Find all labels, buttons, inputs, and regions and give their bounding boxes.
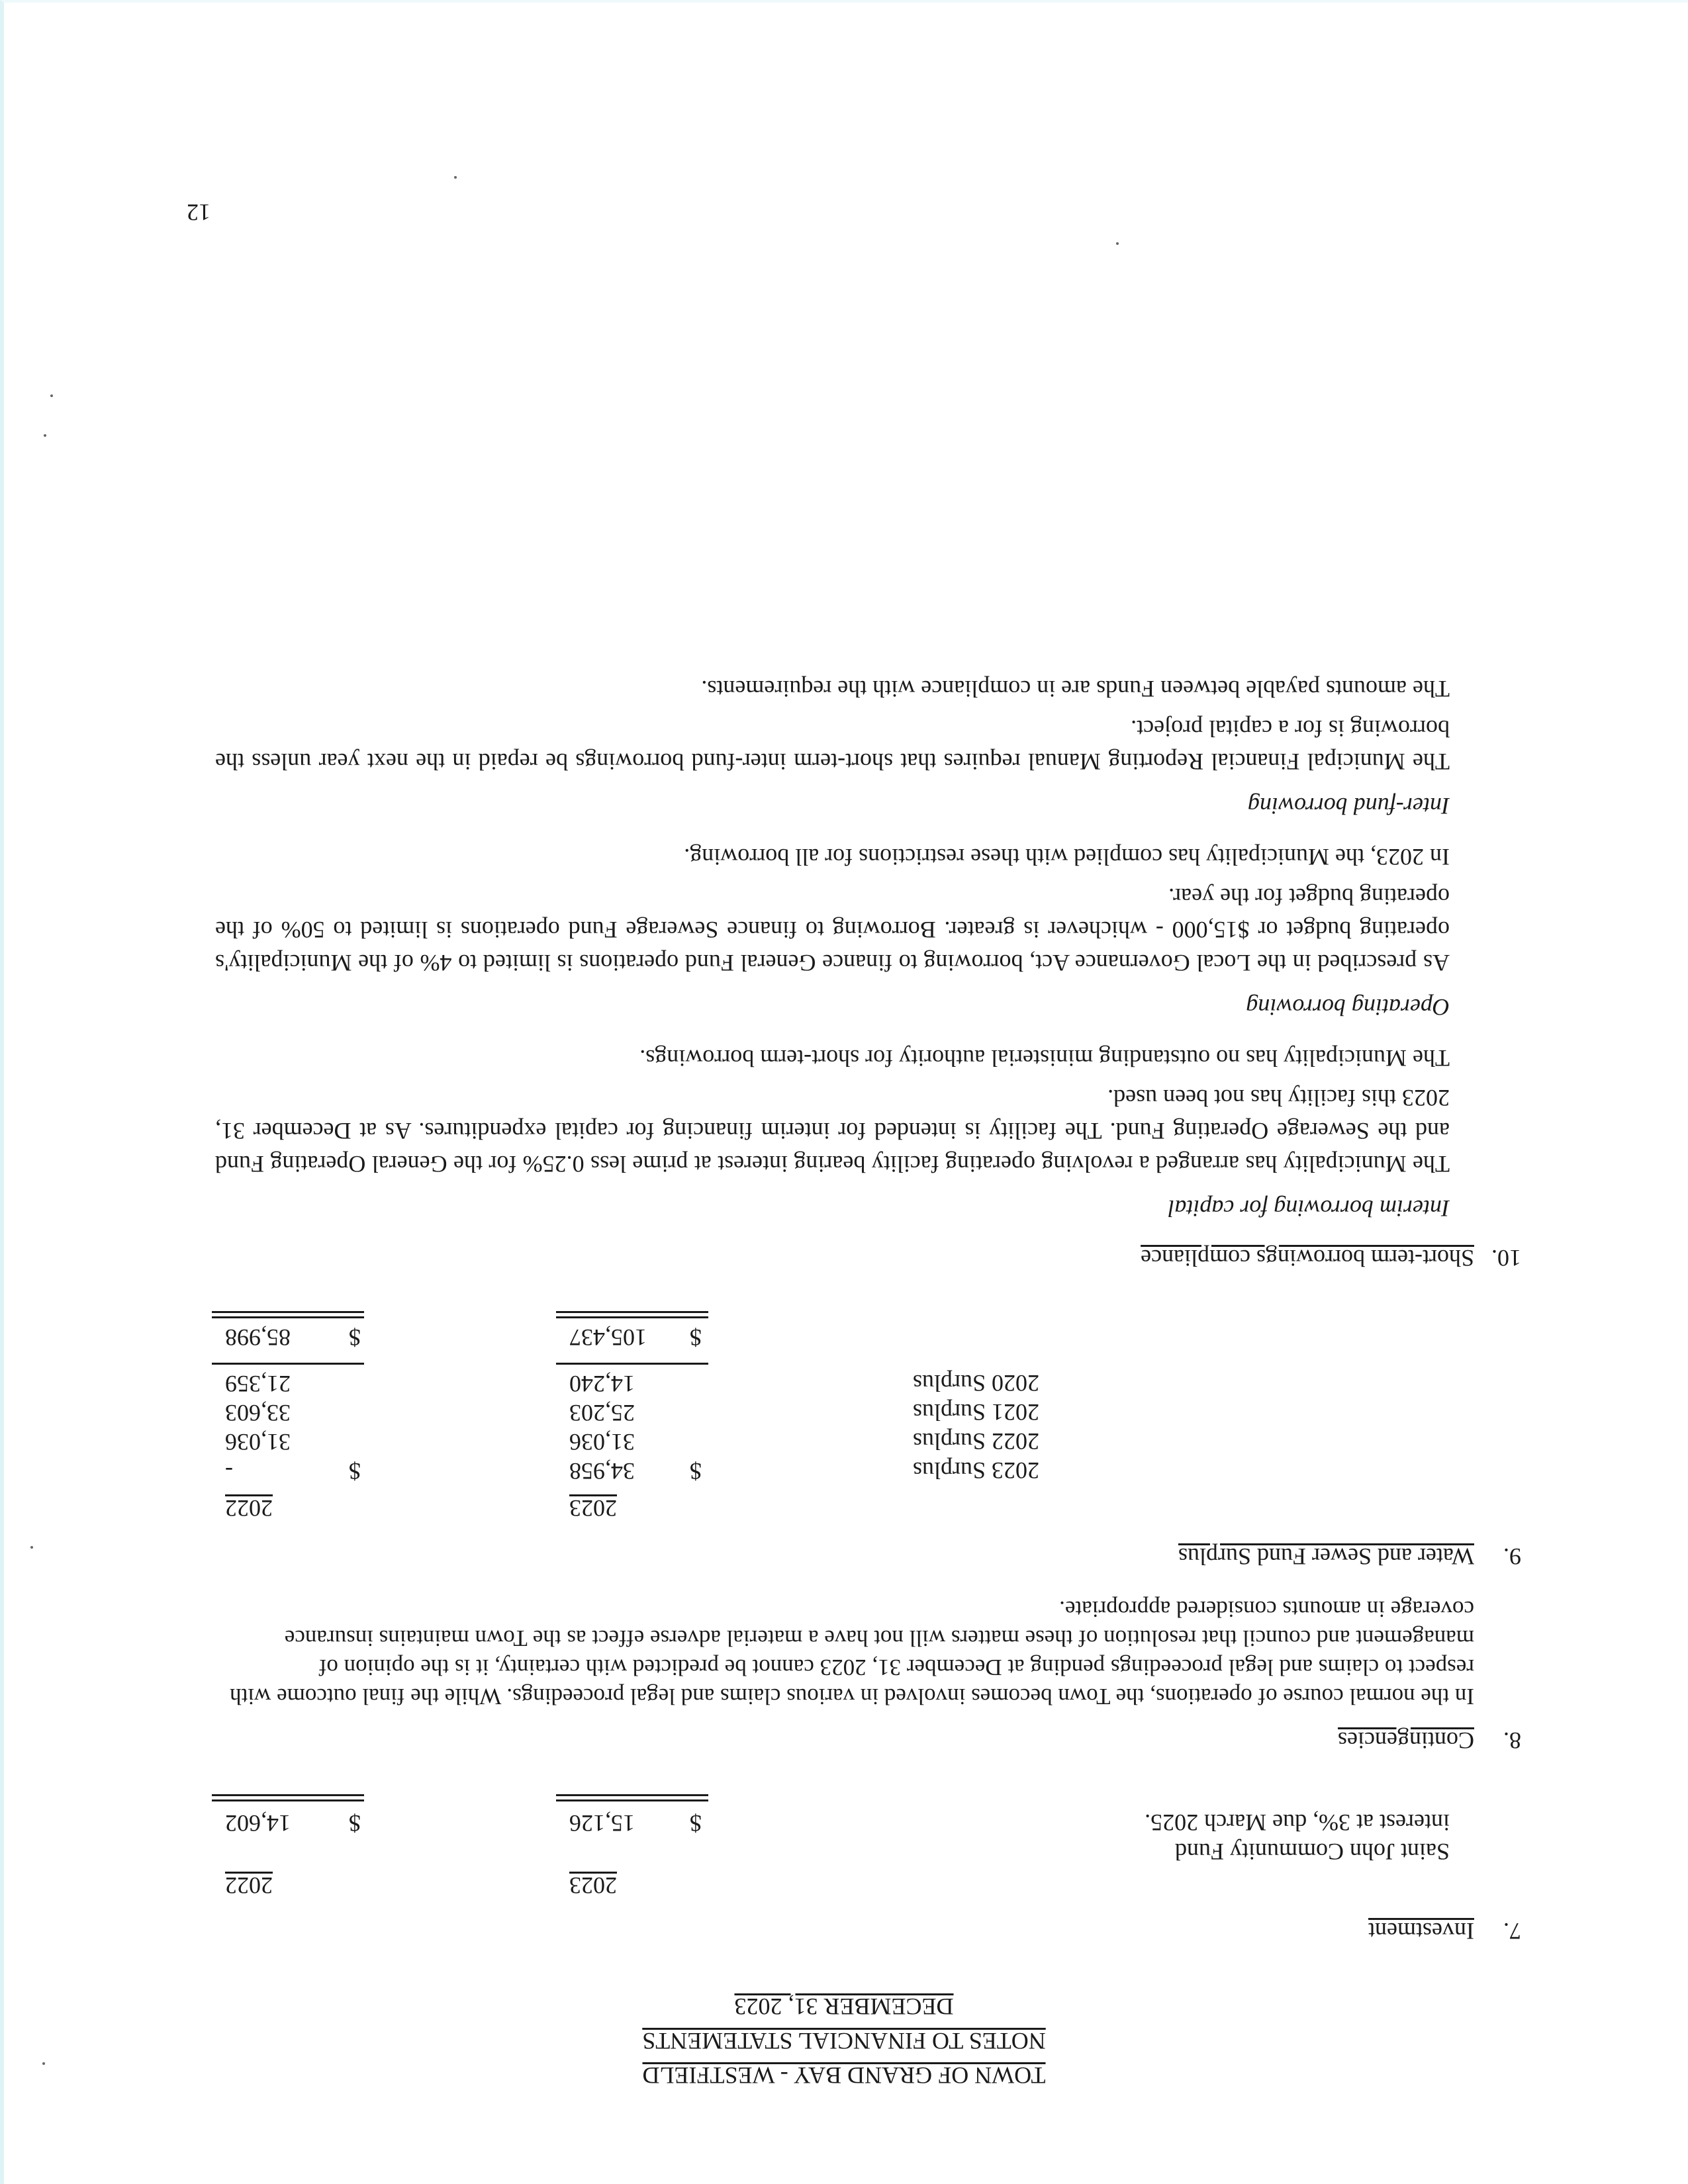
s9-row-value-2023: 31,036 xyxy=(569,1429,635,1455)
s7-year-2023: 2023 xyxy=(569,1872,617,1899)
s10-subheading-interfund: Inter-fund borrowing xyxy=(1248,793,1450,819)
s9-year-2023: 2023 xyxy=(569,1495,617,1522)
document-header xyxy=(0,1989,1688,2093)
section-9-title: Water and Sewer Fund Surplus xyxy=(1178,1543,1474,1570)
s9-row-label: 2021 Surplus xyxy=(912,1399,1039,1426)
section-7-number: 7. xyxy=(1503,1918,1521,1944)
s10-paragraph-operating: As prescribed in the Local Governance Act, borrowing to finance General Fund operations is limited to 4% of the Municipality's operating budget or $15,000 - whichever is greater. Borrowing to finance Sewerage Fund operations is limited to 50% of the operating budget for the year. xyxy=(215,884,1450,976)
s9-dollar-b: $ xyxy=(349,1458,361,1484)
s10-paragraph-facility: The Municipality has arranged a revolving operating facility bearing interest at prime less 0.25% for the General Operating Fund and the Sewerage Operating Fund. The facility is intended for interim financing for capital expenditures. As at December 31, 2023 this facility has not been used. xyxy=(215,1085,1450,1177)
scan-speck xyxy=(454,176,457,179)
s9-row-value-2022: - xyxy=(225,1458,233,1484)
s9-total-dollar-a: $ xyxy=(690,1324,702,1351)
scan-speck xyxy=(30,1546,33,1549)
s9-year-2022: 2022 xyxy=(225,1495,273,1522)
s10-paragraph-interfund: The Municipal Financial Reporting Manual requires that short-term inter-fund borrowings be repaid in the next year unless the borrowing is for a capital project. xyxy=(215,715,1450,775)
s7-total-underline-a xyxy=(556,1794,708,1801)
s9-row-label: 2020 Surplus xyxy=(912,1370,1039,1396)
s7-year-2022: 2022 xyxy=(225,1872,273,1899)
s9-row-label: 2022 Surplus xyxy=(912,1428,1039,1455)
section-10-number: 10. xyxy=(1491,1245,1521,1271)
section-8-number: 8. xyxy=(1503,1727,1521,1754)
s9-row-value-2022: 21,359 xyxy=(225,1371,291,1397)
section-9-number: 9. xyxy=(1503,1543,1521,1570)
section-8-title: Contingencies xyxy=(1338,1727,1474,1754)
s9-total-2023: 105,437 xyxy=(569,1324,647,1351)
scan-speck xyxy=(50,394,53,397)
header-date: DECEMBER 31, 2023 xyxy=(734,1993,954,2020)
s9-row-value-2022: 33,603 xyxy=(225,1400,291,1426)
section-10-title: Short-term borrowings compliance xyxy=(1141,1245,1474,1271)
page-number: 12 xyxy=(187,199,211,226)
s9-total-dollar-b: $ xyxy=(349,1324,361,1351)
s7-dollar-a: $ xyxy=(690,1810,702,1837)
s9-total-2022: 85,998 xyxy=(225,1324,291,1351)
s10-paragraph-requirements: The amounts payable between Funds are in compliance with the requirements. xyxy=(701,676,1450,702)
s9-subtotal-line-b xyxy=(212,1363,364,1365)
s9-row-value-2023: 34,958 xyxy=(569,1458,635,1484)
s8-line-3: management and council that resolution of these matters will not have a material adverse effect as the Town maintains insurance xyxy=(284,1625,1474,1651)
s10-paragraph-complied: In 2023, the Municipality has complied with these restrictions for all borrowing. xyxy=(684,844,1450,870)
s10-subheading-interim: Interim borrowing for capital xyxy=(1168,1195,1450,1222)
s8-line-4: coverage in amounts considered appropriate. xyxy=(1059,1596,1474,1622)
s9-total-underline-b xyxy=(212,1311,364,1318)
s9-row-value-2023: 14,240 xyxy=(569,1371,635,1397)
scan-speck xyxy=(44,434,46,437)
s10-paragraph-ministerial: The Municipality has no outstanding ministerial authority for short-term borrowings. xyxy=(639,1045,1450,1071)
s9-row-value-2022: 31,036 xyxy=(225,1429,291,1455)
s9-subtotal-line-a xyxy=(556,1363,708,1365)
s7-row-label-1: Saint John Community Fund xyxy=(1174,1839,1450,1865)
s7-value-2023: 15,126 xyxy=(569,1810,635,1837)
s10-subheading-operating: Operating borrowing xyxy=(1246,994,1450,1021)
s9-total-underline-a xyxy=(556,1311,708,1318)
scan-speck xyxy=(42,2062,45,2065)
s9-dollar-a: $ xyxy=(690,1458,702,1484)
s9-row-value-2023: 25,203 xyxy=(569,1400,635,1426)
s7-row-label-2: interest at 3%, due March 2025. xyxy=(1145,1809,1450,1836)
scan-speck xyxy=(1116,242,1119,245)
s8-line-2: respect to claims and legal proceedings pending at December 31, 2023 cannot be predicted with certainty, it is the opinion of xyxy=(318,1655,1474,1680)
s7-total-underline-b xyxy=(212,1794,364,1801)
s8-line-1: In the normal course of operations, the Town becomes involved in various claims and legal proceedings. While the final outcome with xyxy=(230,1684,1474,1709)
header-notes: NOTES TO FINANCIAL STATEMENTS xyxy=(642,2028,1046,2054)
s9-row-label: 2023 Surplus xyxy=(912,1457,1039,1484)
header-town: TOWN OF GRAND BAY - WESTFIELD xyxy=(642,2062,1046,2089)
section-7-title: Investment xyxy=(1368,1918,1474,1944)
s7-value-2022: 14,602 xyxy=(225,1810,291,1837)
s7-dollar-b: $ xyxy=(349,1810,361,1837)
